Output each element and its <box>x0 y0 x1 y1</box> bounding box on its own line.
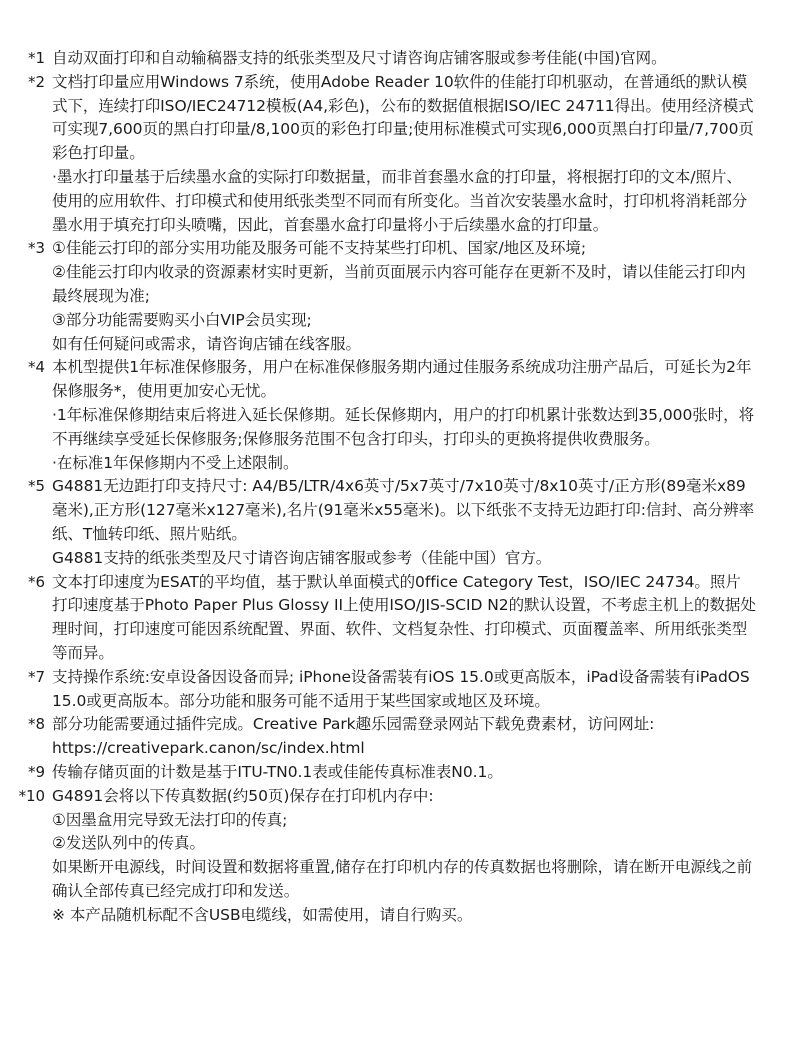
footnote-text: 支持操作系统:安卓设备因设备而异; iPhone设备需装有iOS 15.0或更高版本，iPad设备需装有iPadOS 15.0或更高版本。部分功能和服务可能不适用于某些国家或地区及环境。 <box>52 667 750 710</box>
footnote-text: ·1年标准保修期结束后将进入延长保修期。延长保修期内，用户的打印机累计张数达到35,000张时，将不再继续享受延长保修服务;保修服务范围不包含打印头，打印头的更换将提供收费服务。 <box>52 405 755 448</box>
footnote-text: 文本打印速度为ESAT的平均值，基于默认单面模式的0ffice Category Test，ISO/IEC 24734。照片打印速度基于Photo Paper Plus Glossy II上使用ISO/JIS-SCID N2的默认设置，不考虑主机上的数据处理时间，打印速度可能因系统配置、界面、软件、文档复杂性、打印模式、页面覆盖率、所用纸张类型等而异。 <box>52 572 756 662</box>
footnote-text: ②发送队列中的传真。 <box>52 834 205 853</box>
footnote-text: ·墨水打印量基于后续墨水盒的实际打印数据量，而非首套墨水盒的打印量，将根据打印的文本/照片、使用的应用软件、打印模式和使用纸张类型不同而有所变化。当首次安装墨水盒时，打印机将消耗部分墨水用于填充打印头喷嘴，因此，首套墨水盒打印量将小于后续墨水盒的打印量。 <box>52 167 748 234</box>
footnote-9 <box>0 761 790 785</box>
footnote-marker: *2 <box>28 72 45 91</box>
footnote-text: G4881支持的纸张类型及尺寸请咨询店铺客服或参考（佳能中国）官方。 <box>52 548 552 567</box>
footnote-marker: *4 <box>28 358 45 377</box>
footnote-2 <box>0 71 790 238</box>
footnote-url: https://creativepark.canon/sc/index.html <box>52 739 365 758</box>
footnote-text: G4881无边距打印支持尺寸: A4/B5/LTR/4x6英寸/5x7英寸/7x10英寸/8x10英寸/正方形(89毫米x89毫米),正方形(127毫米x127毫米),名片(91毫米x55毫米)。以下纸张不支持无边距打印:信封、高分辨率纸、T恤转印纸、照片贴纸。 <box>52 477 755 543</box>
footnote-text: 自动双面打印和自动输稿器支持的纸张类型及尺寸请咨询店铺客服或参考佳能(中国)官网。 <box>52 49 667 67</box>
footnote-text: 如果断开电源线，时间设置和数据将重置,储存在打印机内存的传真数据也将删除，请在断开电源线之前确认全部传真已经完成打印和发送。 <box>52 858 753 900</box>
footnote-text: 文档打印量应用Windows 7系统，使用Adobe Reader 10软件的佳能打印机驱动，在普通纸的默认模式下，连续打印ISO/IEC24712模板(A4,彩色)，公布的数据值根据ISO/IEC 24711得出。使用经济模式可实现7,600页的黑白打印量/8,100页的彩色打印量;使用标准模式可实现6,000页黑白打印量/7,700页彩色打印量。 <box>52 72 754 163</box>
footnote-5 <box>0 475 790 570</box>
footnote-marker: *8 <box>28 715 45 734</box>
footnote-10 <box>0 785 790 928</box>
footnote-text: G4891会将以下传真数据(约50页)保存在打印机内存中: <box>52 786 434 805</box>
footnote-text: ③部分功能需要购买小白VIP会员实现; <box>52 310 312 329</box>
footnote-8 <box>0 713 790 761</box>
footnote-marker: *1 <box>28 49 45 67</box>
footnote-7 <box>0 666 790 714</box>
footnote-4 <box>0 356 790 475</box>
footnote-marker: *3 <box>28 239 45 258</box>
footnote-marker: *7 <box>28 667 45 686</box>
footnote-1 <box>0 47 790 71</box>
footnote-marker: *9 <box>28 762 45 781</box>
footnote-text: 传输存储页面的计数是基于ITU-TN0.1表或佳能传真标准表N0.1。 <box>52 762 503 781</box>
footnote-text: ①佳能云打印的部分实用功能及服务可能不支持某些打印机、国家/地区及环境; <box>52 239 587 258</box>
footnote-marker: *10 <box>18 786 45 805</box>
footnote-marker: *5 <box>28 477 45 496</box>
usb-cable-note: ※ 本产品随机标配不含USB电缆线，如需使用，请自行购买。 <box>52 905 473 924</box>
footnote-3 <box>0 237 790 356</box>
footnote-marker: *6 <box>28 572 45 591</box>
footnote-text: ·在标准1年保修期内不受上述限制。 <box>52 453 299 472</box>
footnote-text: ②佳能云打印内收录的资源素材实时更新，当前页面展示内容可能存在更新不及时，请以佳能云打印内最终展现为准; <box>52 263 746 305</box>
footnote-6 <box>0 571 790 666</box>
footnote-text: 本机型提供1年标准保修服务，用户在标准保修服务期内通过佳服务系统成功注册产品后，可延长为2年保修服务*，使用更加安心无忧。 <box>52 358 752 401</box>
footnotes-list <box>0 47 790 927</box>
footnote-text: ①因墨盒用完导致无法打印的传真; <box>52 810 288 829</box>
footnote-text: 部分功能需要通过插件完成。Creative Park趣乐园需登录网站下载免费素材，访问网址: <box>52 715 655 734</box>
footnote-text: 如有任何疑问或需求，请咨询店铺在线客服。 <box>52 334 362 353</box>
